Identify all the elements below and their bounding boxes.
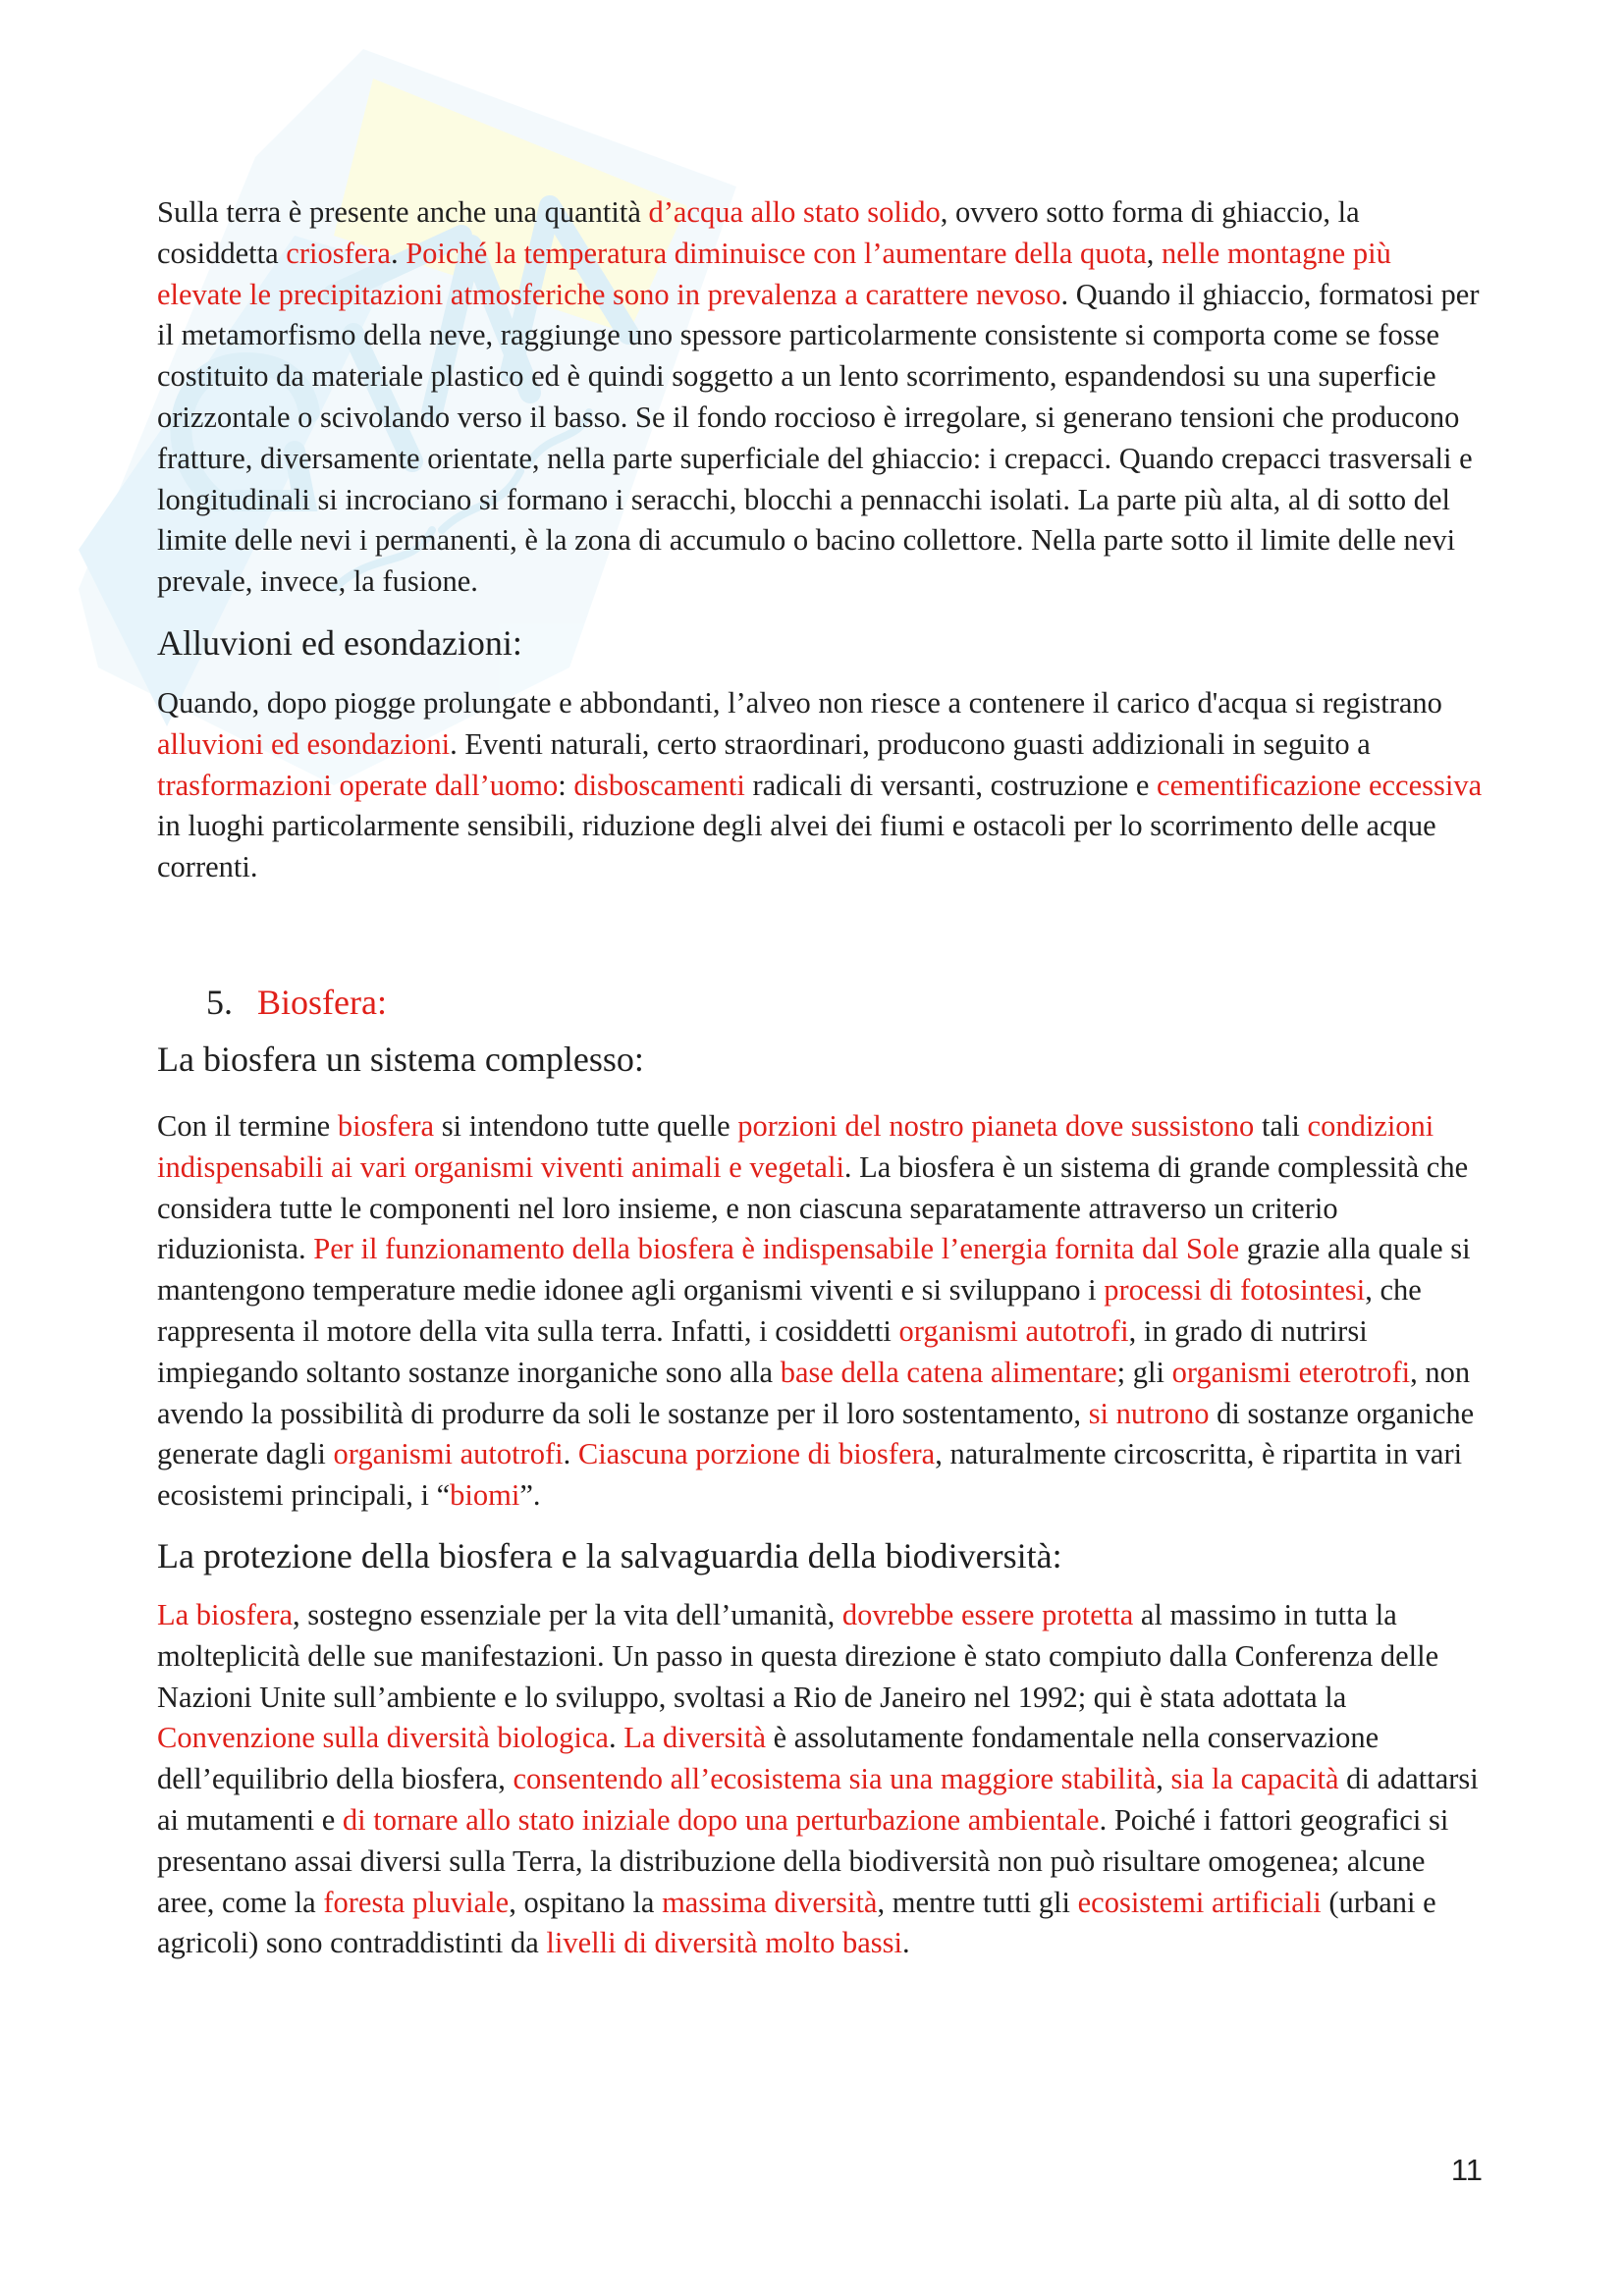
text-run: . (563, 1437, 578, 1471)
text-run: , sostegno essenziale per la vita dell’umanità, (293, 1597, 842, 1631)
highlighted-text: organismi autotrofi (898, 1313, 1129, 1348)
text-run: al massimo in tutta la molteplicità delle sue manifestazioni. Un passo in questa direzione è stato compiuto dalla Conferenza delle Nazioni Unite sull’ambiente e lo sviluppo, svoltasi a Rio de Janeiro nel 1992; qui è stata adottata la (157, 1597, 1439, 1714)
section-name: Biosfera: (257, 982, 387, 1022)
text-run: , naturalmente circoscritta, è ripartita in vari ecosistemi principali, i “ (157, 1437, 1463, 1513)
text-run: , (1156, 1762, 1171, 1796)
heading-sistema-complesso: La biosfera un sistema complesso: (157, 1039, 644, 1079)
highlighted-text: ecosistemi artificiali (1077, 1885, 1322, 1919)
text-run: Sulla terra è presente anche una quantità (157, 195, 649, 229)
highlighted-text: base della catena alimentare (780, 1355, 1117, 1389)
text-run: . La biosfera è un sistema di grande complessità che considera tutte le componenti nel loro insieme, e non ciascuna separatamente attraverso un criterio riduzionista. (157, 1149, 1469, 1266)
text-run: è assolutamente fondamentale nella conservazione dell’equilibrio della biosfera, (157, 1721, 1380, 1796)
highlighted-text: organismi autotrofi (333, 1437, 564, 1471)
highlighted-text: Convenzione sulla diversità biologica (157, 1721, 609, 1755)
highlighted-text: d’acqua allo stato solido (648, 195, 941, 229)
section-number: 5. (206, 982, 233, 1022)
text-run: ”. (519, 1478, 541, 1513)
text-run: si intendono tutte quelle (434, 1108, 738, 1143)
highlighted-text: organismi eterotrofi (1171, 1355, 1411, 1389)
text-run: . (390, 236, 406, 270)
heading-protezione-biosfera: La protezione della biosfera e la salvaguardia della biodiversità: (157, 1535, 1062, 1575)
highlighted-text: dovrebbe essere protetta (841, 1597, 1134, 1631)
highlighted-text: foresta pluviale (323, 1885, 510, 1919)
highlighted-text: condizioni indispensabili ai vari organismi viventi animali e vegetali (157, 1108, 1434, 1184)
text-run: , che rappresenta il motore della vita sulla terra. Infatti, i cosiddetti (157, 1273, 1422, 1348)
text-run: , ovvero sotto forma di ghiaccio, la cosiddetta (157, 195, 1360, 270)
text-run: . Poiché i fattori geografici si presentano assai diversi sulla Terra, la distribuzione della biodiversità non può risultare omogenea; alcune aree, come la (157, 1802, 1449, 1919)
text-run: , non avendo la possibilità di produrre da soli le sostanze per il loro sostentamento, (157, 1355, 1471, 1430)
text-run: : (558, 768, 574, 802)
text-run: di sostanze organiche generate dagli (157, 1396, 1475, 1471)
text-run: (urbani e agricoli) sono contraddistinti da (157, 1885, 1436, 1960)
highlighted-text: livelli di diversità molto bassi (546, 1926, 902, 1960)
text-run: , (1146, 236, 1163, 270)
highlighted-text: si nutrono (1088, 1396, 1210, 1430)
document-page (157, 192, 1483, 1964)
highlighted-text: criosfera (286, 236, 391, 270)
highlighted-text: disboscamenti (573, 768, 745, 802)
text-run: , mentre tutti gli (877, 1885, 1078, 1919)
paragraph-alluvioni (157, 683, 1483, 888)
text-run: di adattarsi ai mutamenti e (157, 1762, 1479, 1837)
highlighted-text: trasformazioni operate dall’uomo (157, 768, 559, 802)
paragraph-biodiversita (157, 1595, 1483, 1964)
page-number: 11 (1450, 2153, 1483, 2187)
highlighted-text: cementificazione eccessiva (1157, 768, 1483, 802)
text-run: in luoghi particolarmente sensibili, riduzione degli alvei dei fiumi e ostacoli per lo scorrimento delle acque correnti. (157, 809, 1436, 884)
paragraph-biosfera (157, 1106, 1483, 1517)
text-run: , ospitano la (509, 1885, 663, 1919)
highlighted-text: La biosfera (157, 1597, 294, 1631)
highlighted-text: porzioni del nostro pianeta dove sussistono (737, 1108, 1255, 1143)
highlighted-text: La diversità (623, 1721, 767, 1755)
paragraph-criosfera (157, 192, 1483, 603)
section-5-title (157, 981, 1483, 1024)
text-run: tali (1254, 1108, 1308, 1143)
highlighted-text: sia la capacità (1170, 1762, 1339, 1796)
highlighted-text: di tornare allo stato iniziale dopo una perturbazione ambientale (342, 1802, 1100, 1837)
text-run: . Quando il ghiaccio, formatosi per il metamorfismo della neve, raggiunge uno spessore particolarmente consistente si comporta come se fosse costituito da materiale plastico ed è quindi soggetto a un lento scorrimento, espandendosi su una superficie orizzontale o scivolando verso il basso. Se il fondo roccioso è irregolare, si generano tensioni che producono fratture, diversamente orientate, nella parte superficiale del ghiaccio: i crepacci. Quando crepacci trasversali e longitudinali si incrociano si formano i seracchi, blocchi a pennacchi isolati. La parte più alta, al di sotto del limite delle nevi i permanenti, è la zona di accumulo o bacino collettore. Nella parte sotto il limite delle nevi prevale, invece, la fusione. (157, 277, 1480, 599)
highlighted-text: Poiché la temperatura diminuisce con l’aumentare della quota (406, 236, 1147, 270)
text-run: . Eventi naturali, certo straordinari, producono guasti addizionali in seguito a (450, 726, 1371, 761)
text-run: , in grado di nutrirsi impiegando soltanto sostanze inorganiche sono alla (157, 1313, 1368, 1389)
text-run: Quando, dopo piogge prolungate e abbondanti, l’alveo non riesce a contenere il carico d'acqua si registrano (157, 685, 1442, 720)
text-run: grazie alla quale si mantengono temperature medie idonee agli organismi viventi e si sviluppano i (157, 1232, 1471, 1308)
highlighted-text: biosfera (337, 1108, 435, 1143)
highlighted-text: Per il funzionamento della biosfera è indispensabile l’energia fornita dal Sole (313, 1232, 1240, 1266)
highlighted-text: consentendo all’ecosistema sia una maggiore stabilità (513, 1762, 1157, 1796)
text-run: radicali di versanti, costruzione e (744, 768, 1158, 802)
text-run: Con il termine (157, 1108, 338, 1143)
heading-alluvioni: Alluvioni ed esondazioni: (157, 622, 522, 663)
highlighted-text: alluvioni ed esondazioni (157, 726, 451, 761)
highlighted-text: Ciascuna porzione di biosfera (577, 1437, 936, 1471)
highlighted-text: processi di fotosintesi (1104, 1273, 1366, 1308)
text-run: ; gli (1116, 1355, 1172, 1389)
highlighted-text: nelle montagne più elevate le precipitazioni atmosferiche sono in prevalenza a carattere nevoso (157, 236, 1391, 311)
highlighted-text: massima diversità (662, 1885, 878, 1919)
text-run: . (902, 1926, 910, 1960)
text-run: . (608, 1721, 624, 1755)
highlighted-text: biomi (450, 1478, 520, 1513)
